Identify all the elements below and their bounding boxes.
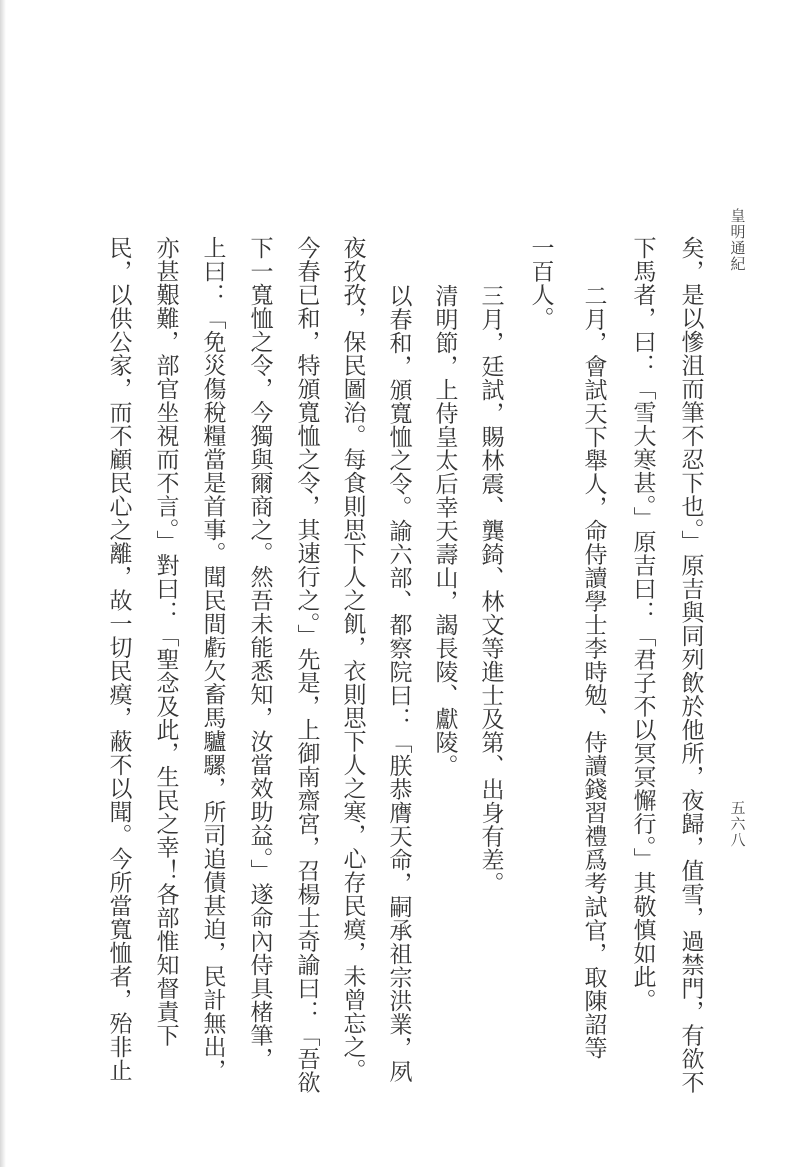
text-column: 下一寬恤之令，今獨與爾商之。然吾未能悉知，汝當效助益。」遂命內侍具楮筆， bbox=[246, 236, 273, 1071]
page-edge-shadow bbox=[0, 0, 6, 1167]
text-column: 今春已和，特頒寬恤之令，其速行之。」先是，上御南齋宮，召楊士奇諭曰：「吾欲 bbox=[293, 236, 320, 1094]
text-column: 民，以供公家，而不顧民心之離，故一切民瘼，蔽不以聞。今所當寬恤者，殆非止 bbox=[105, 236, 132, 1082]
text-column: 二月，會試天下舉人，命侍讀學士李時勉、侍讀錢習禮爲考試官，取陳詔等 bbox=[580, 284, 607, 1060]
text-column: 一百人。 bbox=[527, 236, 554, 330]
text-column: 亦甚艱難，部官坐視而不言。」對曰：「聖念及此，生民之幸！各部惟知督責下 bbox=[152, 236, 179, 1047]
page-number: 五六八 bbox=[728, 800, 747, 848]
text-column: 以春和，頒寬恤之令。諭六部、都察院曰：「朕恭膺天命，嗣承祖宗洪業，夙 bbox=[385, 284, 412, 1083]
text-column: 夜孜孜，保民圖治。每食則思下人之飢，衣則思下人之寒，心存民瘼，未曾忘之。 bbox=[339, 236, 366, 1082]
text-column: 三月，廷試，賜林震、龔錡、林文等進士及第、出身有差。 bbox=[477, 284, 504, 895]
text-column: 上曰：「免災傷稅糧當是首事。聞民間虧欠畜馬驢騾，所司追債甚迫，民計無出， bbox=[199, 236, 226, 1082]
text-column: 清明節，上侍皇太后幸天壽山，謁長陵、獻陵。 bbox=[431, 284, 458, 778]
text-column: 矣，是以慘沮而筆不忍下也。」原吉與同列飲於他所，夜歸，值雪，過禁門，有欲不 bbox=[677, 236, 704, 1094]
text-column: 下馬者，曰：「雪大寒甚。」原吉曰：「君子不以冥冥懈行。」其敬慎如此。 bbox=[629, 236, 656, 1012]
running-header-book-title: 皇明通紀 bbox=[728, 208, 747, 272]
